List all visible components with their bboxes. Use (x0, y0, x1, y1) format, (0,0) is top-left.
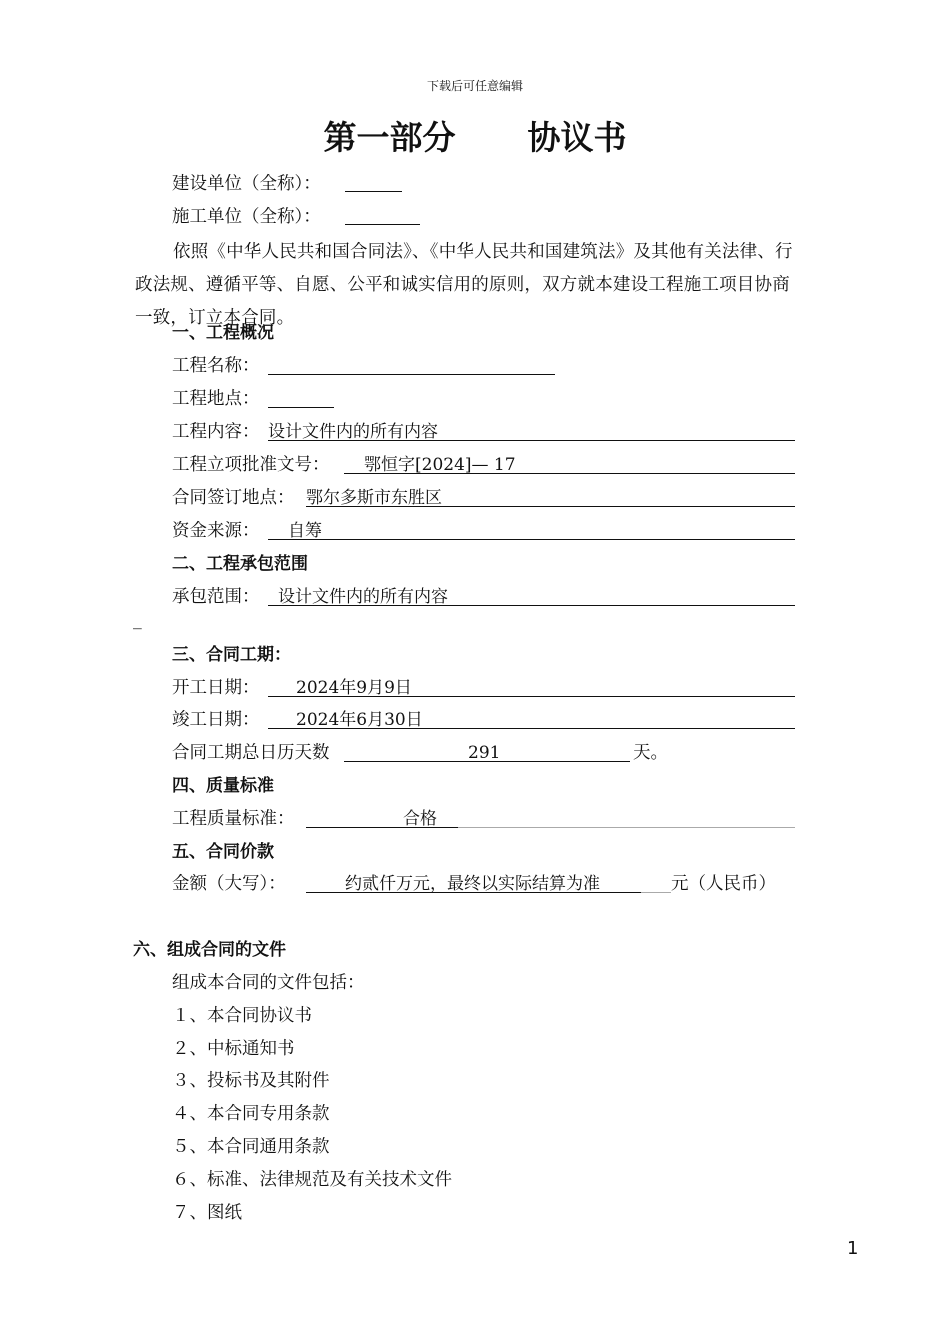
document-item: ７、图纸 (172, 1203, 242, 1223)
amount-underline (306, 892, 641, 893)
builder-blank (345, 191, 402, 192)
total-days-value: 291 (468, 743, 501, 763)
scope-dash: _ (133, 610, 142, 630)
amount-underline-light (641, 892, 671, 893)
project-content-underline (268, 440, 795, 441)
section2-heading: 二、工程承包范围 (172, 554, 308, 574)
document-item: ３、投标书及其附件 (172, 1071, 330, 1091)
scope-underline (268, 605, 795, 606)
start-date-value: 2024年9月9日 (296, 678, 412, 698)
total-days-label: 合同工期总日历天数 (172, 743, 330, 763)
start-date-label: 开工日期： (172, 678, 260, 698)
project-location-blank (268, 407, 334, 408)
approval-number-label: 工程立项批准文号： (172, 455, 330, 475)
project-location-label: 工程地点： (172, 389, 260, 409)
fund-source-label: 资金来源： (172, 521, 260, 541)
quality-underline (306, 827, 458, 828)
quality-underline-light (458, 827, 795, 828)
approval-number-underline (344, 473, 795, 474)
document-item: ５、本合同通用条款 (172, 1137, 330, 1157)
approval-number-value: 鄂恒字[2024]— 17 (364, 455, 516, 475)
amount-value: 约贰仟万元，最终以实际结算为准 (345, 874, 600, 894)
sign-place-value: 鄂尔多斯市东胜区 (306, 488, 442, 508)
scope-value: 设计文件内的所有内容 (278, 587, 448, 607)
end-date-value: 2024年6月30日 (296, 710, 423, 730)
document-item: ４、本合同专用条款 (172, 1104, 330, 1124)
project-name-blank (268, 374, 555, 375)
amount-label: 金额（大写）： (172, 874, 286, 894)
contractor-label: 施工单位（全称）： (172, 207, 321, 227)
title-name: 协议书 (527, 118, 627, 157)
start-date-underline (268, 696, 795, 697)
section1-heading: 一、工程概况 (172, 323, 274, 343)
builder-label: 建设单位（全称）： (172, 174, 321, 194)
total-days-underline (344, 761, 630, 762)
documents-lead: 组成本合同的文件包括： (172, 973, 365, 993)
end-date-label: 竣工日期： (172, 710, 260, 730)
amount-unit: 元（人民币） (671, 874, 776, 894)
page-title (0, 112, 950, 159)
section3-heading: 三、合同工期： (172, 645, 291, 665)
document-item: ６、标准、法律规范及有关技术文件 (172, 1170, 452, 1190)
project-content-value: 设计文件内的所有内容 (268, 422, 438, 442)
project-name-label: 工程名称： (172, 356, 260, 376)
intro-paragraph: 依照《中华人民共和国合同法》、《中华人民共和国建筑法》及其他有关法律、行政法规、遵循平等、自愿、公平和诚实信用的原则，双方就本建设工程施工项目协商一致，订立本合同。 (135, 242, 793, 328)
end-date-underline (268, 728, 795, 729)
document-item: １、本合同协议书 (172, 1006, 312, 1026)
quality-label: 工程质量标准： (172, 809, 295, 829)
sign-place-label: 合同签订地点： (172, 488, 295, 508)
section6-heading: 六、组成合同的文件 (133, 940, 286, 960)
section4-heading: 四、质量标准 (172, 776, 274, 796)
contractor-blank (345, 224, 420, 225)
sign-place-underline (306, 506, 795, 507)
quality-value: 合格 (403, 809, 437, 829)
watermark-text: 下载后可任意编辑 (426, 79, 523, 93)
fund-source-underline (268, 539, 795, 540)
fund-source-value: 自筹 (288, 521, 322, 541)
title-part: 第一部分 (323, 118, 456, 157)
section5-heading: 五、合同价款 (172, 842, 274, 862)
total-days-unit: 天。 (633, 743, 668, 763)
project-content-label: 工程内容： (172, 422, 260, 442)
scope-label: 承包范围： (172, 587, 260, 607)
page-number: 1 (847, 1238, 859, 1259)
document-item: ２、中标通知书 (172, 1039, 295, 1059)
